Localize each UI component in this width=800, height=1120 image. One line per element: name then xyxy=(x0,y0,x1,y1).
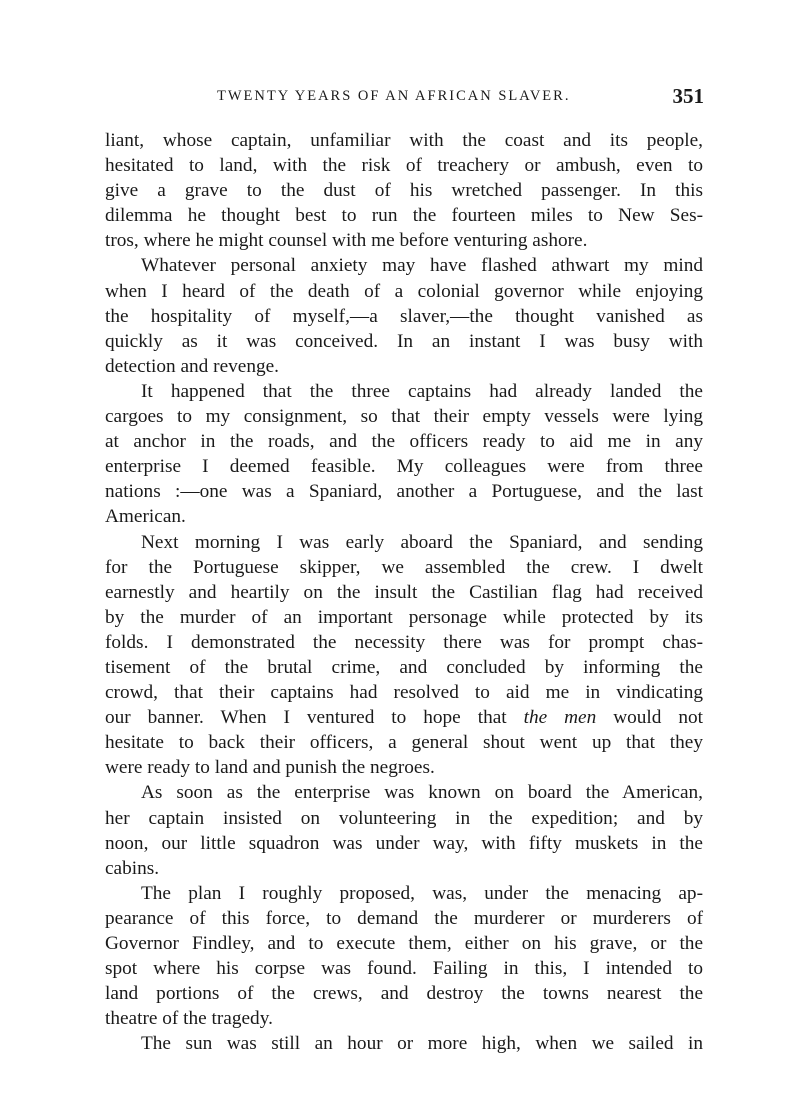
text-line xyxy=(105,705,703,730)
paragraph xyxy=(105,253,703,378)
emphasized-text: the men xyxy=(523,707,597,729)
text-line: when I heard of the death of a colonial governor while enjoying xyxy=(105,280,703,302)
text-line: The plan I roughly proposed, was, under the menacing ap- xyxy=(141,882,703,904)
running-title: TWENTY YEARS OF AN AFRICAN SLAVER. xyxy=(217,88,571,104)
text-line: Next morning I was early aboard the Spaniard, and sending xyxy=(141,531,703,553)
text-line: cargoes to my consignment, so that their empty vessels were lying xyxy=(105,406,703,428)
paragraph xyxy=(105,881,703,1032)
body-text xyxy=(105,128,703,1056)
text-line: were ready to land and punish the negroes. xyxy=(105,757,435,779)
text-line: spot where his corpse was found. Failing in this, I intended to xyxy=(105,958,703,980)
text-line: tros, where he might counsel with me before venturing ashore. xyxy=(105,230,588,252)
text-line: liant, whose captain, unfamiliar with the coast and its people, xyxy=(105,130,703,151)
text-line: earnestly and heartily on the insult the Castilian flag had received xyxy=(105,581,703,603)
text-line: noon, our little squadron was under way, with fifty muskets in the xyxy=(105,832,703,854)
text-line: cabins. xyxy=(105,857,160,879)
page-header xyxy=(105,84,704,114)
text-line: land portions of the crews, and destroy the towns nearest the xyxy=(105,983,703,1005)
text-line: theatre of the tragedy. xyxy=(105,1008,273,1030)
paragraph xyxy=(105,379,703,530)
text-line: The sun was still an hour or more high, when we sailed in xyxy=(141,1033,703,1055)
text-line: the hospitality of myself,—a slaver,—the thought vanished as xyxy=(105,305,703,327)
text-line: tisement of the brutal crime, and concluded by informing the xyxy=(105,656,703,678)
text-line: As soon as the enterprise was known on board the American, xyxy=(141,782,703,804)
text-line: American. xyxy=(105,506,186,528)
text-line: quickly as it was conceived. In an instant I was busy with xyxy=(105,330,703,352)
text-line: crowd, that their captains had resolved to aid me in vindicating xyxy=(105,682,703,704)
text-line: It happened that the three captains had already landed the xyxy=(141,380,703,402)
text-line: enterprise I deemed feasible. My colleagues were from three xyxy=(105,456,703,478)
text-line: hesitate to back their officers, a general shout went up that they xyxy=(105,732,703,754)
paragraph xyxy=(105,530,703,781)
text-line: Governor Findley, and to execute them, either on his grave, or the xyxy=(105,933,703,954)
text-line: her captain insisted on volunteering in the expedition; and by xyxy=(105,807,703,829)
text-line: dilemma he thought best to run the fourteen miles to New Ses- xyxy=(105,205,703,227)
paragraph xyxy=(105,1031,703,1056)
text-line: Whatever personal anxiety may have flashed athwart my mind xyxy=(141,255,703,277)
paragraph xyxy=(105,128,703,253)
text-line: for the Portuguese skipper, we assembled the crew. I dwelt xyxy=(105,556,703,578)
text-line: hesitated to land, with the risk of treachery or ambush, even to xyxy=(105,155,703,177)
text-line: nations :—one was a Spaniard, another a Portuguese, and the last xyxy=(105,481,703,503)
text-line: give a grave to the dust of his wretched passenger. In this xyxy=(105,180,703,202)
text-line: by the murder of an important personage while protected by its xyxy=(105,606,703,628)
text-segment: would not xyxy=(596,707,704,729)
text-line: detection and revenge. xyxy=(105,355,279,377)
text-line: folds. I demonstrated the necessity there was for prompt chas- xyxy=(105,631,703,653)
page-number: 351 xyxy=(672,84,704,108)
text-line: pearance of this force, to demand the murderer or murderers of xyxy=(105,907,703,929)
text-segment: our banner. When I ventured to hope that xyxy=(105,707,524,729)
text-line: at anchor in the roads, and the officers ready to aid me in any xyxy=(105,431,703,453)
paragraph xyxy=(105,780,703,880)
